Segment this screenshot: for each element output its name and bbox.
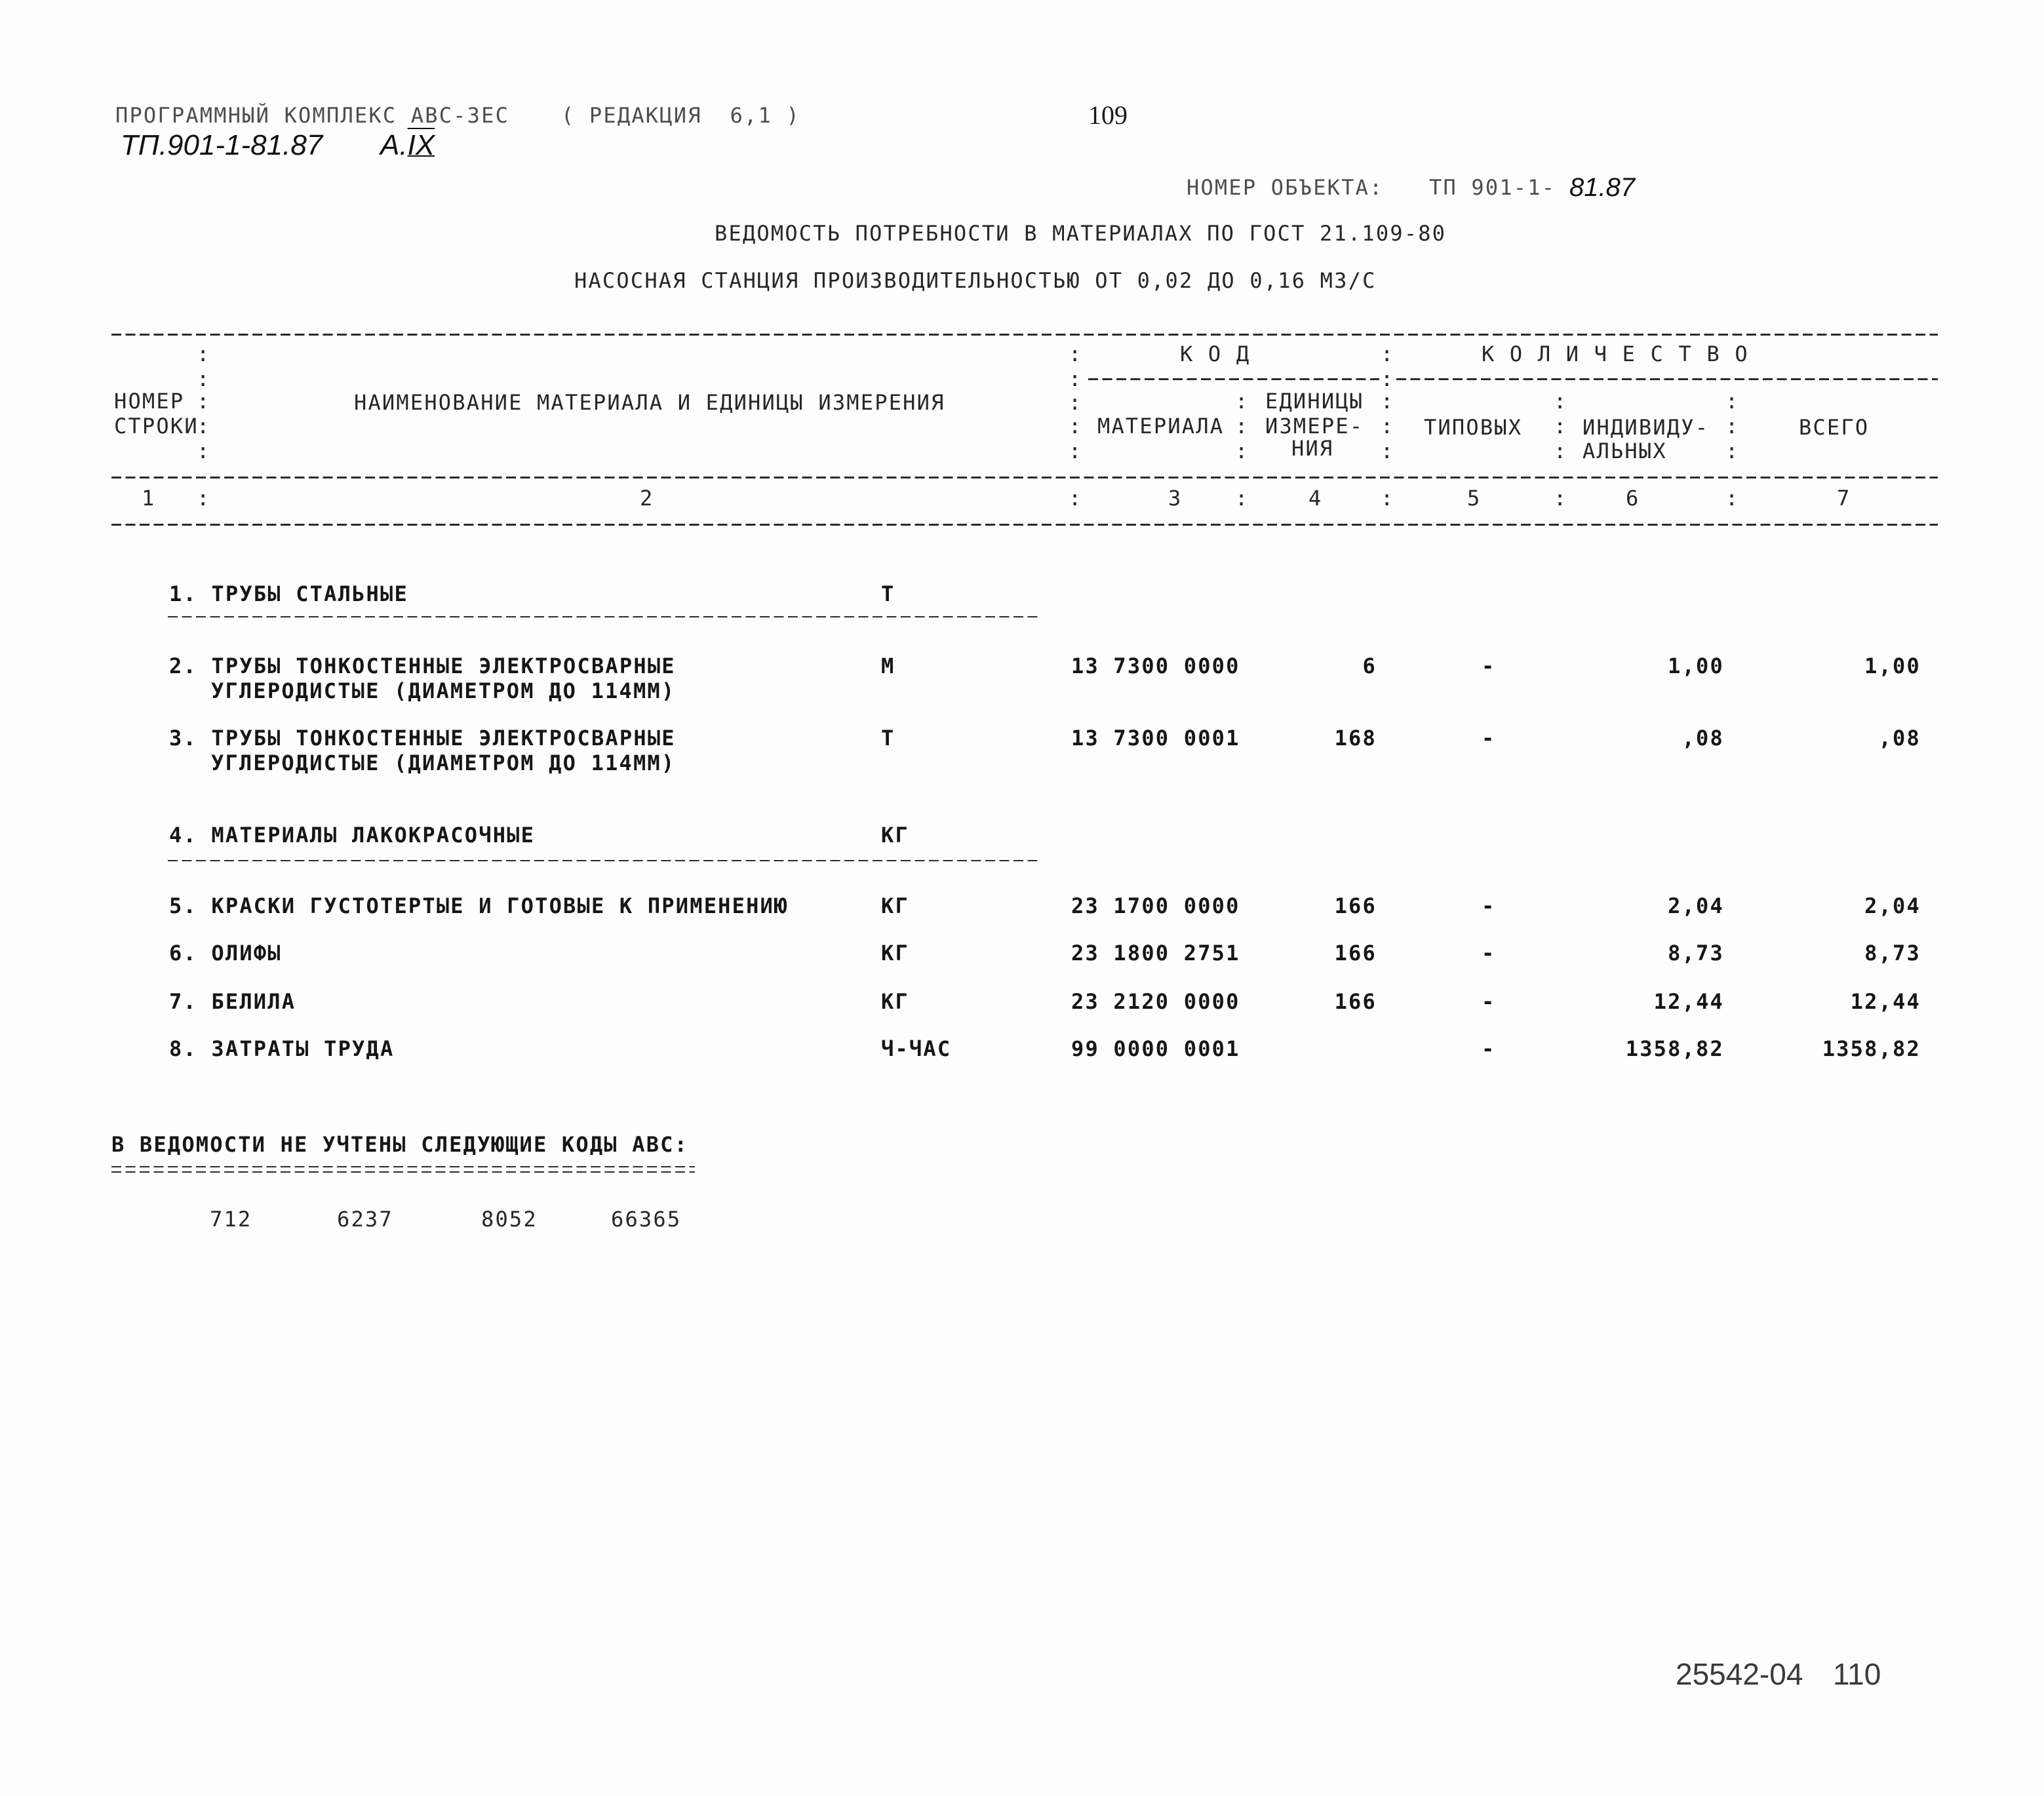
row-unit-code: 6	[1362, 654, 1377, 678]
column-separator: :	[1381, 414, 1395, 439]
row-total-qty: ,08	[1878, 726, 1921, 751]
album-number	[380, 130, 435, 161]
row-standard-qty: -	[1482, 1036, 1496, 1061]
column-separator: :	[1725, 439, 1740, 463]
object-number-handwritten: 81.87	[1569, 173, 1636, 202]
group-underline	[168, 616, 1040, 617]
header-qty-standard: ТИПОВЫХ	[1424, 415, 1523, 440]
row-name: 8. ЗАТРАТЫ ТРУДА	[169, 1036, 395, 1061]
row-material-code: 99 0000 0001	[1071, 1036, 1240, 1061]
row-unit: КГ	[881, 823, 909, 848]
row-total-qty: 1358,82	[1822, 1036, 1921, 1061]
header-group-rule-quantity	[1396, 378, 1938, 380]
row-unit: КГ	[881, 989, 909, 1014]
header-bottom-rule	[111, 477, 1938, 478]
registration-number-handwritten: 25542-04	[1676, 1657, 1803, 1691]
album-prefix: А.	[380, 129, 408, 161]
column-separator: :	[1069, 414, 1083, 439]
program-complex-label: ПРОГРАММНЫЙ КОМПЛЕКС АВС-3ЕС	[115, 103, 510, 128]
row-material-code: 23 1700 0000	[1071, 893, 1240, 918]
column-separator: :	[1235, 414, 1249, 439]
header-row-number-line1: НОМЕР	[114, 389, 185, 414]
header-code-unit-line3: НИЯ	[1291, 436, 1334, 461]
row-total-qty: 12,44	[1850, 989, 1921, 1014]
album-roman-numeral: IX	[407, 129, 435, 161]
object-number-printed: ТП 901-1-	[1429, 175, 1556, 200]
header-code-material: МАТЕРИАЛА	[1097, 414, 1225, 439]
row-individual-qty: 2,04	[1668, 893, 1724, 918]
row-total-qty: 1,00	[1864, 654, 1921, 678]
unaccounted-codes-note: В ВЕДОМОСТИ НЕ УЧТЕНЫ СЛЕДУЮЩИЕ КОДЫ АВС:	[111, 1132, 689, 1157]
row-standard-qty: -	[1482, 893, 1496, 918]
header-code-unit-line2: ИЗМЕРЕ-	[1265, 414, 1364, 439]
row-individual-qty: 8,73	[1668, 941, 1724, 966]
column-separator: :	[1069, 439, 1083, 463]
column-separator: :	[1725, 486, 1740, 511]
row-total-qty: 8,73	[1864, 941, 1921, 966]
column-number: 1	[142, 486, 156, 511]
row-standard-qty: -	[1482, 941, 1496, 966]
row-material-code: 13 7300 0000	[1071, 654, 1240, 678]
column-separator: :	[1235, 486, 1249, 511]
column-separator: :	[1725, 414, 1740, 439]
column-separator: :	[197, 366, 211, 391]
column-number: 4	[1308, 486, 1323, 511]
column-separator: :	[1381, 486, 1395, 511]
row-material-code: 13 7300 0001	[1071, 726, 1240, 751]
row-total-qty: 2,04	[1864, 893, 1921, 918]
row-name: 5. КРАСКИ ГУСТОТЕРТЫЕ И ГОТОВЫЕ К ПРИМЕНЕНИЮ	[169, 893, 789, 918]
row-unit-code: 166	[1334, 893, 1377, 918]
unaccounted-code: 6237	[337, 1207, 393, 1232]
row-unit-code: 166	[1334, 941, 1377, 966]
row-unit: М	[881, 654, 895, 678]
column-separator: :	[1069, 342, 1083, 366]
unaccounted-code: 712	[210, 1207, 252, 1232]
column-separator: :	[1554, 389, 1568, 414]
row-name: 4. МАТЕРИАЛЫ ЛАКОКРАСОЧНЫЕ	[169, 823, 536, 848]
column-separator: :	[1235, 389, 1249, 414]
row-standard-qty: -	[1482, 726, 1496, 751]
row-name: 6. ОЛИФЫ	[169, 941, 282, 966]
row-individual-qty: ,08	[1681, 726, 1724, 751]
row-material-code: 23 1800 2751	[1071, 941, 1240, 966]
header-material-name: НАИМЕНОВАНИЕ МАТЕРИАЛА И ЕДИНИЦЫ ИЗМЕРЕНИЯ	[354, 390, 945, 415]
document-title: ВЕДОМОСТЬ ПОТРЕБНОСТИ В МАТЕРИАЛАХ ПО ГОСТ 21.109-80	[715, 221, 1447, 246]
row-name-continuation: УГЛЕРОДИСТЫЕ (ДИАМЕТРОМ ДО 114ММ)	[211, 678, 676, 703]
row-individual-qty: 12,44	[1653, 989, 1724, 1014]
row-material-code: 23 2120 0000	[1071, 989, 1240, 1014]
header-code-unit-line1: ЕДИНИЦЫ	[1265, 389, 1364, 414]
row-unit-code: 166	[1334, 989, 1377, 1014]
sheet-number-handwritten: 110	[1833, 1657, 1881, 1691]
column-separator: :	[1381, 366, 1395, 391]
column-separator: :	[1381, 389, 1395, 414]
column-separator: :	[197, 439, 211, 463]
row-unit: Т	[881, 726, 895, 751]
row-name: 1. ТРУБЫ СТАЛЬНЫЕ	[169, 581, 408, 606]
column-number: 6	[1626, 486, 1640, 511]
column-separator: :	[1381, 439, 1395, 463]
header-qty-individual-line1: ИНДИВИДУ-	[1582, 415, 1710, 440]
column-number: 2	[640, 486, 654, 511]
group-underline	[168, 860, 1040, 861]
table-top-rule	[111, 334, 1938, 336]
header-qty-individual-line2: АЛЬНЫХ	[1582, 439, 1667, 463]
row-individual-qty: 1,00	[1668, 654, 1724, 678]
header-quantity-group: К О Л И Ч Е С Т В О	[1482, 342, 1749, 366]
row-name-continuation: УГЛЕРОДИСТЫЕ (ДИАМЕТРОМ ДО 114ММ)	[211, 751, 676, 775]
row-name: 2. ТРУБЫ ТОНКОСТЕННЫЕ ЭЛЕКТРОСВАРНЫЕ	[169, 654, 676, 678]
column-separator: :	[1554, 414, 1568, 439]
edition-label: ( РЕДАКЦИЯ 6,1 )	[561, 103, 800, 128]
project-code-handwritten: ТП.901-1-81.87	[121, 129, 323, 161]
row-unit-code: 168	[1334, 726, 1377, 751]
row-unit: КГ	[881, 941, 909, 966]
column-separator: :	[197, 414, 211, 439]
row-individual-qty: 1358,82	[1625, 1036, 1724, 1061]
row-name: 3. ТРУБЫ ТОНКОСТЕННЫЕ ЭЛЕКТРОСВАРНЫЕ	[169, 726, 676, 751]
column-separator: :	[1381, 342, 1395, 366]
row-unit: Ч-ЧАС	[881, 1036, 952, 1061]
column-number: 3	[1168, 486, 1183, 511]
row-standard-qty: -	[1482, 989, 1496, 1014]
column-number: 7	[1837, 486, 1851, 511]
column-separator: :	[1725, 389, 1740, 414]
column-separator: :	[1069, 486, 1083, 511]
column-separator: :	[1554, 439, 1568, 463]
double-rule-bottom	[111, 1171, 695, 1173]
object-number-label: НОМЕР ОБЪЕКТА:	[1187, 175, 1384, 200]
page-number: 109	[1088, 100, 1128, 130]
header-group-rule-code	[1088, 378, 1379, 380]
header-qty-total: ВСЕГО	[1799, 415, 1870, 440]
row-unit: КГ	[881, 893, 909, 918]
row-name: 7. БЕЛИЛА	[169, 989, 296, 1014]
unaccounted-code: 8052	[481, 1207, 538, 1232]
row-unit: Т	[881, 581, 895, 606]
column-numbers-rule	[111, 524, 1938, 526]
document-subtitle: НАСОСНАЯ СТАНЦИЯ ПРОИЗВОДИТЕЛЬНОСТЬЮ ОТ 0,02 ДО 0,16 М3/С	[574, 268, 1377, 293]
double-rule-top	[111, 1166, 695, 1167]
column-separator: :	[1069, 366, 1083, 391]
header-row-number-line2: СТРОКИ	[114, 414, 199, 439]
unaccounted-code: 66365	[611, 1207, 682, 1232]
column-separator: :	[197, 342, 211, 366]
column-separator: :	[1554, 486, 1568, 511]
column-number: 5	[1467, 486, 1482, 511]
row-standard-qty: -	[1482, 654, 1496, 678]
header-code-group: К О Д	[1180, 342, 1251, 366]
column-separator: :	[1235, 439, 1249, 463]
column-separator: :	[197, 389, 211, 414]
column-separator: :	[1069, 390, 1083, 415]
column-separator: :	[197, 486, 211, 511]
